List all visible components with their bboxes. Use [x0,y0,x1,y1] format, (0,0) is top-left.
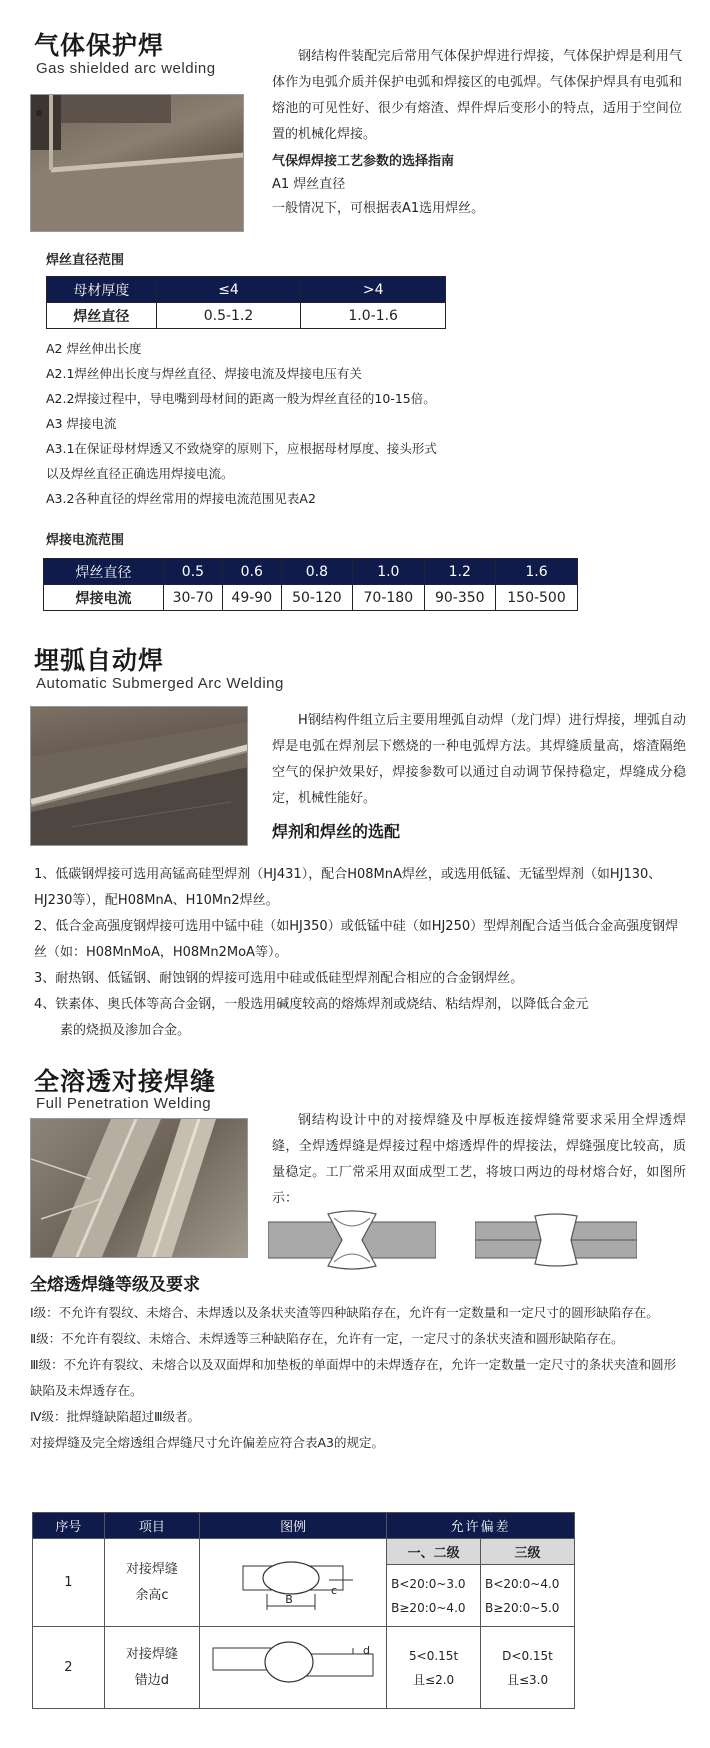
table1-head-diameter: 焊丝直径 [47,303,157,329]
figure-label-b: B [285,1592,293,1606]
a1-heading: A1 焊丝直径 [272,177,346,192]
list-item: Ⅰ级：不允许有裂纹、未熔合、未焊透以及条状夹渣等四种缺陷存在，允许有一定数量和一定尺寸的圆形缺陷存在。 [30,1305,659,1320]
table2-val: 70-180 [353,585,424,611]
submerged-arc-intro: H钢结构件组立后主要用埋弧自动焊（龙门焊）进行焊接，埋弧自动焊是电弧在焊剂层下燃烧的一种电弧焊方法。其焊缝质量高，熔渣隔绝空气的保护效果好，焊接参数可以通过自动调节保持稳定，焊缝成分稳定，机械性能好。 [272,713,686,806]
table2-val: 49-90 [222,585,281,611]
table1-val-2: 1.0-1.6 [301,303,446,329]
table3-head-no: 序号 [33,1513,105,1539]
text-line: 以及焊丝直径正确选用焊接电流。 [46,466,234,481]
tolerance-value: B≥20:0~4.0 [391,1600,466,1615]
text-line: A3.2各种直径的焊丝常用的焊接电流范围见表A2 [46,491,316,506]
tolerance-table [32,1512,575,1709]
table3-head-item: 项目 [104,1513,200,1539]
table3-head-figure: 图例 [200,1513,387,1539]
table3-row1-item [104,1539,200,1627]
full-penetration-intro: 钢结构设计中的对接焊缝及中厚板连接焊缝常要求采用全焊透焊缝，全焊透焊缝是焊接过程中熔透焊件的焊接法，焊缝强度比较高，质量稳定。工厂常采用双面成型工艺，将坡口两边的母材熔合好，如图所示： [272,1113,686,1206]
table3-row2-no: 2 [33,1627,105,1709]
table1-head-thickness: 母材厚度 [47,277,157,303]
table2-val: 30-70 [164,585,223,611]
gas-welding-photo [30,94,244,232]
table3-row2-grade12 [387,1627,481,1709]
full-penetration-photo [30,1118,248,1258]
tolerance-value: 且≤3.0 [506,1672,549,1687]
tolerance-value: B≥20:0~5.0 [485,1600,560,1615]
table1-col-1: ≤4 [156,277,301,303]
flux-wire-list [34,862,686,1044]
a2-a3-lines [46,336,526,511]
submerged-arc-photo [30,706,248,846]
welding-current-table [43,558,578,611]
table2-col: 1.2 [424,559,495,585]
wire-diameter-table [46,276,446,329]
list-item: 1、低碳钢焊接可选用高锰高硅型焊剂（HJ431），配合H08MnA焊丝，或选用低锰、无锰型焊剂（如HJ130、HJ230等），配H08MnA、H10Mn2焊丝。 [34,867,662,908]
list-item: 4、铁素体、奥氏体等高合金钢，一般选用碱度较高的熔炼焊剂或烧结、粘结焊剂，以降低合金元 [34,997,589,1012]
gas-welding-intro: 钢结构件装配完后常用气体保护焊进行焊接，气体保护焊是利用气体作为电弧介质并保护电弧和焊接区的电弧焊。气体保护焊具有电弧和熔池的可见性好、很少有熔渣、焊件焊后变形小的特点，适用于空间位置的机械化焊接。 [272,49,682,142]
list-item: 对接焊缝及完全熔透组合焊缝尺寸允许偏差应符合表A3的规定。 [30,1435,385,1450]
table2-val: 90-350 [424,585,495,611]
text-line: A2 焊丝伸出长度 [46,341,142,356]
table2-head-current: 焊接电流 [44,585,164,611]
flux-wire-match-title: 焊剂和焊丝的选配 [272,822,401,841]
list-item: 3、耐热钢、低锰钢、耐蚀钢的焊接可选用中硅或低硅型焊剂配合相应的合金钢焊丝。 [34,971,524,986]
text-line: A2.2焊接过程中，导电嘴到母材间的距离一般为焊丝直径的10-15倍。 [46,391,436,406]
tolerance-value: B<20:0~4.0 [485,1576,560,1591]
tolerance-value: 且≤2.0 [413,1672,455,1687]
table3-row2-figure [200,1627,387,1709]
table3-row1-no: 1 [33,1539,105,1627]
flush-weld-diagram [475,1210,637,1270]
table3-sub-grade12: 一、二级 [387,1539,481,1565]
table3-sub-grade3: 三级 [481,1539,575,1565]
table2-col: 0.5 [164,559,223,585]
guide-title: 气保焊焊接工艺参数的选择指南 [272,154,455,169]
table3-row1-item-1: 对接焊缝 [125,1561,178,1577]
figure-label-d: d [363,1643,371,1657]
text-line: A3 焊接电流 [46,416,117,431]
list-item: Ⅲ级：不允许有裂纹、未熔合以及双面焊和加垫板的单面焊中的未焊透存在，允许一定数量一定尺寸的条状夹渣和圆形缺陷及未焊透存在。 [30,1357,677,1398]
table1-title: 焊丝直径范围 [46,253,125,268]
section-title-full-penetration: 全溶透对接焊缝 [34,1067,217,1096]
section-subtitle-gas-shielded: Gas shielded arc welding [36,60,216,77]
section-title-gas-shielded: 气体保护焊 [34,31,165,60]
table3-row2-item [104,1627,200,1709]
table1-val-1: 0.5-1.2 [156,303,301,329]
table2-val: 50-120 [281,585,352,611]
table2-head-diameter: 焊丝直径 [44,559,164,585]
table3-row1-item-2: 余高c [135,1587,169,1603]
table3-head-tolerance: 允许偏差 [387,1513,575,1539]
table3-row2-item-1: 对接焊缝 [125,1646,178,1662]
table3-row1-grade12 [387,1565,481,1627]
table2-col: 0.8 [281,559,352,585]
grade-list [30,1300,686,1456]
table3-row2-grade3 [481,1627,575,1709]
table2-col: 0.6 [222,559,281,585]
double-v-weld-diagram [268,1210,436,1270]
figure-label-c: c [331,1583,338,1597]
table3-row1-figure [200,1539,387,1627]
table1-col-2: >4 [301,277,446,303]
tolerance-value: 5<0.15t [409,1648,459,1663]
section-subtitle-submerged-arc: Automatic Submerged Arc Welding [36,675,284,692]
grade-title: 全熔透焊缝等级及要求 [30,1275,200,1295]
table2-col: 1.6 [496,559,578,585]
list-item: 2、低合金高强度钢焊接可选用中锰中硅（如HJ350）或低锰中硅（如HJ250）型焊剂配合适当低合金高强度钢焊丝（如：H08MnMoA，H08Mn2MoA等）。 [34,919,679,960]
tolerance-value: D<0.15t [502,1648,553,1663]
table3-row1-grade3 [481,1565,575,1627]
table2-col: 1.0 [353,559,424,585]
table3-row2-item-2: 错边d [134,1672,170,1688]
table2-title: 焊接电流范围 [46,533,125,548]
list-item: Ⅱ级：不允许有裂纹、未熔合、未焊透等三种缺陷存在，允许有一定，一定尺寸的条状夹渣和圆形缺陷存在。 [30,1331,624,1346]
text-line: A3.1在保证母材焊透又不致烧穿的原则下，应根据母材厚度、接头形式 [46,441,437,456]
a1-text: 一般情况下，可根据表A1选用焊丝。 [272,201,485,216]
tolerance-value: B<20:0~3.0 [391,1576,466,1591]
table2-val: 150-500 [496,585,578,611]
list-item: Ⅳ级：批焊缝缺陷超过Ⅲ级者。 [30,1409,201,1424]
section-title-submerged-arc: 埋弧自动焊 [34,646,165,675]
section-subtitle-full-penetration: Full Penetration Welding [36,1095,212,1112]
list-item: 素的烧损及渗加合金。 [60,1023,191,1038]
text-line: A2.1焊丝伸出长度与焊丝直径、焊接电流及焊接电压有关 [46,366,362,381]
